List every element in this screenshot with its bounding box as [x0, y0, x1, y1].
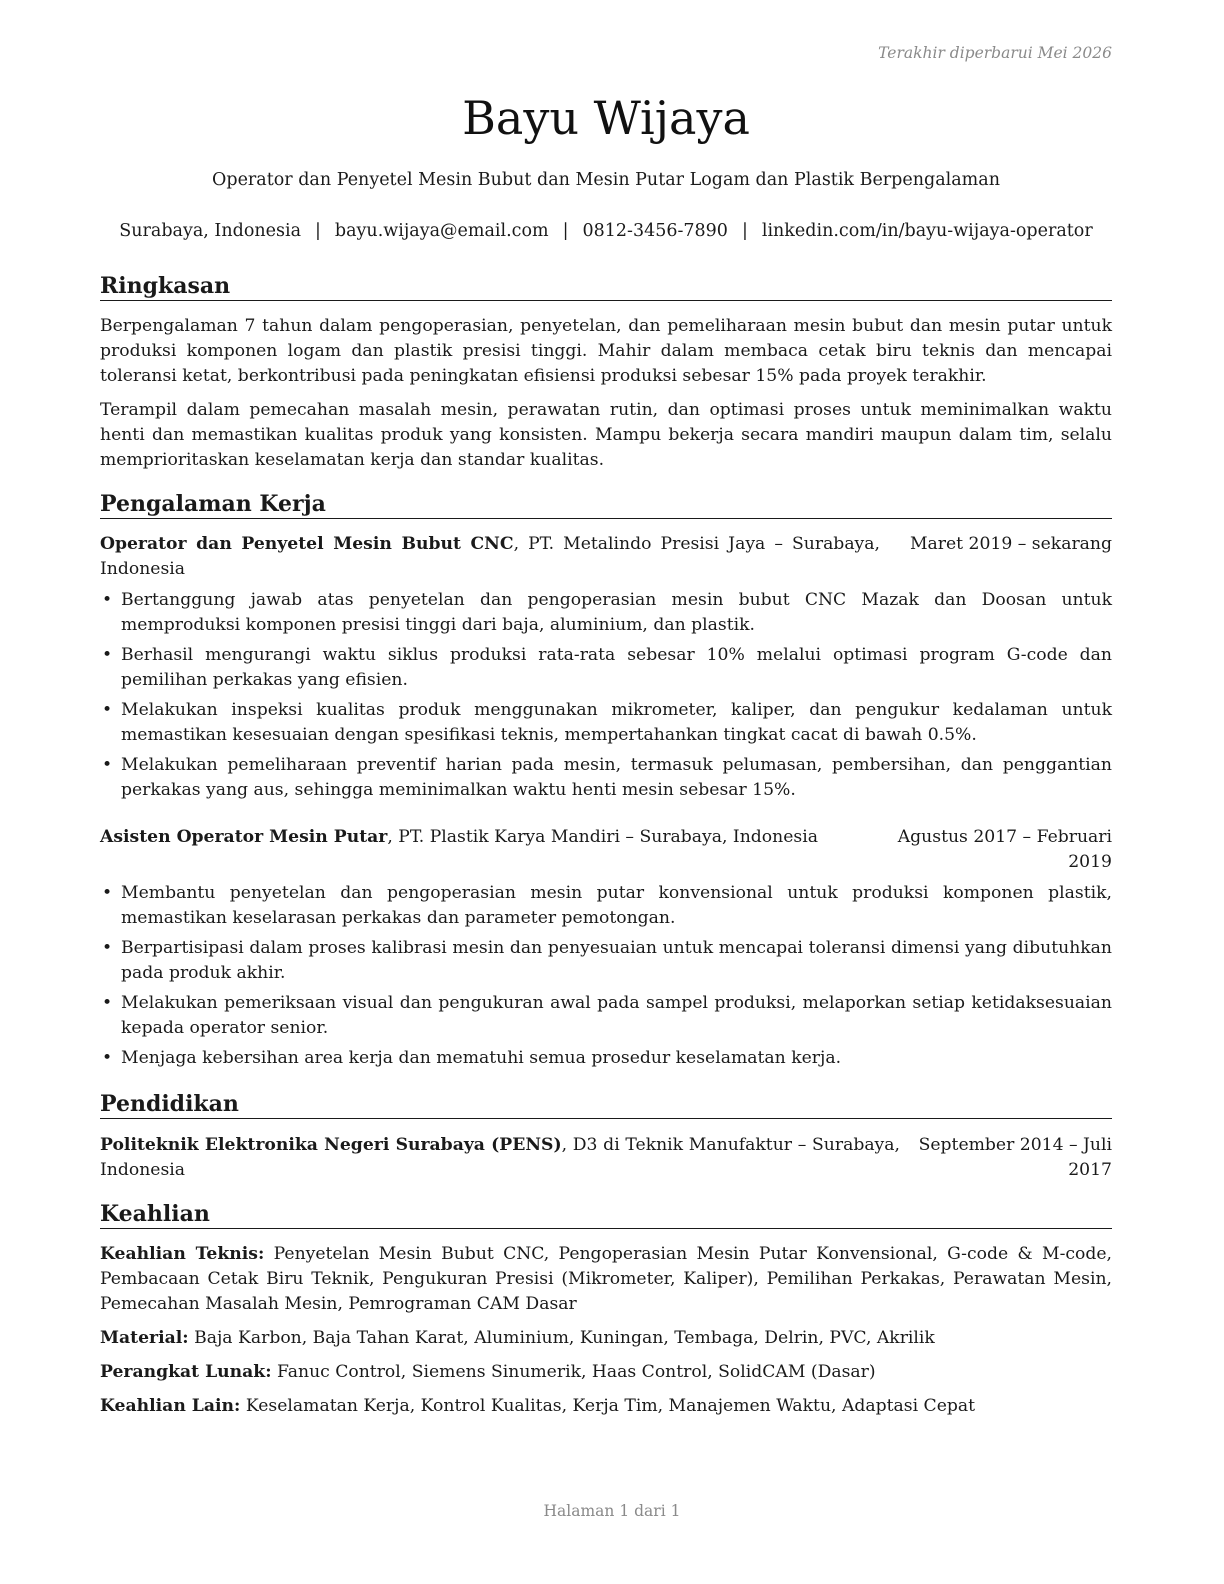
skill-row [100, 1394, 1112, 1419]
section-title-education: Pendidikan [100, 1090, 1112, 1119]
contact-email[interactable]: bayu.wijaya@email.com [334, 221, 549, 241]
job-date [898, 825, 1112, 875]
education-date-line: 2017 [1068, 1160, 1112, 1180]
summary-paragraph: Terampil dalam pemecahan masalah mesin, perawatan rutin, dan optimasi proses untuk meminimalkan waktu henti dan memastikan kualitas produk yang konsisten. Mampu bekerja secara mandiri maupun dalam tim, selalu memprioritaskan keselamatan kerja dan standar kualitas. [100, 400, 1112, 470]
skill-row [100, 1242, 1112, 1317]
skill-label: Keahlian Teknis: [100, 1244, 265, 1264]
job-header [100, 532, 1112, 582]
job-role: Operator dan Penyetel Mesin Bubut CNC [100, 534, 514, 554]
contact-separator: | [315, 221, 321, 241]
contact-location: Surabaya, Indonesia [119, 221, 301, 241]
list-item: • Berpartisipasi dalam proses kalibrasi mesin dan penyesuaian untuk mencapai toleransi dimensi yang dibutuhkan pada produk akhir. [100, 936, 1112, 986]
skill-label: Perangkat Lunak: [100, 1362, 272, 1382]
skill-value: Keselamatan Kerja, Kontrol Kualitas, Kerja Tim, Manajemen Waktu, Adaptasi Cepat [240, 1396, 976, 1416]
section-title-skills: Keahlian [100, 1200, 1112, 1229]
job-header [100, 825, 1112, 872]
education-date-line: September 2014 – Juli [918, 1135, 1112, 1155]
job-role: Asisten Operator Mesin Putar [100, 827, 388, 847]
contact-separator: | [741, 221, 748, 241]
candidate-name: Bayu Wijaya [462, 91, 750, 145]
page-number: Halaman 1 dari 1 [543, 1502, 681, 1520]
school-name: Politeknik Elektronika Negeri Surabaya (PENS) [100, 1135, 562, 1155]
last-updated-note: Terakhir diperbarui Mei 2026 [878, 44, 1112, 62]
skill-value: Penyetelan Mesin Bubut CNC, Pengoperasian Mesin Putar Konvensional, G-code & M-code, Pembacaan Cetak Biru Teknik, Pengukuran Presisi (Mikrometer, Kaliper), Pemilihan Perkakas, Perawatan Mesin, Pemecahan Masalah Mesin, Pemrograman CAM Dasar [100, 1244, 1112, 1314]
list-item: • Melakukan inspeksi kualitas produk menggunakan mikrometer, kaliper, dan pengukur kedalaman untuk memastikan kesesuaian dengan spesifikasi teknis, mempertahankan tingkat cacat di bawah 0.5%. [100, 698, 1112, 748]
job-bullets [100, 881, 1112, 1076]
skill-label: Keahlian Lain: [100, 1396, 241, 1416]
job-company: , PT. Plastik Karya Mandiri – Surabaya, Indonesia [387, 827, 818, 847]
job-company: , PT. Metalindo Presisi Jaya – Surabaya, Indonesia [100, 534, 880, 579]
skill-value: Baja Karbon, Baja Tahan Karat, Aluminium, Kuningan, Tembaga, Delrin, PVC, Akrilik [188, 1328, 935, 1348]
list-item: • Berhasil mengurangi waktu siklus produksi rata-rata sebesar 10% melalui optimasi program G-code dan pemilihan perkakas yang efisien. [100, 643, 1112, 693]
skill-row [100, 1360, 1112, 1385]
list-item: • Bertanggung jawab atas penyetelan dan pengoperasian mesin bubut CNC Mazak dan Doosan untuk memproduksi komponen presisi tinggi dari baja, aluminium, dan plastik. [100, 588, 1112, 638]
list-item: • Membantu penyetelan dan pengoperasian mesin putar konvensional untuk produksi komponen plastik, memastikan keselarasan perkakas dan parameter pemotongan. [100, 881, 1112, 931]
job-date-line: 2019 [1068, 852, 1112, 872]
education-entry [100, 1133, 1112, 1183]
list-item: • Menjaga kebersihan area kerja dan mematuhi semua prosedur keselamatan kerja. [100, 1046, 1112, 1071]
contact-separator: | [562, 221, 569, 241]
candidate-tagline: Operator dan Penyetel Mesin Bubut dan Mesin Putar Logam dan Plastik Berpengalaman [212, 170, 1000, 190]
list-item: • Melakukan pemeriksaan visual dan pengukuran awal pada sampel produksi, melaporkan setiap ketidaksesuaian kepada operator senior. [100, 991, 1112, 1041]
skill-row [100, 1326, 1112, 1351]
skill-label: Material: [100, 1328, 189, 1348]
skill-value: Fanuc Control, Siemens Sinumerik, Haas Control, SolidCAM (Dasar) [271, 1362, 876, 1382]
summary-paragraph: Berpengalaman 7 tahun dalam pengoperasian, penyetelan, dan pemeliharaan mesin bubut dan mesin putar untuk produksi komponen logam dan plastik presisi tinggi. Mahir dalam membaca cetak biru teknis dan mencapai toleransi ketat, berkontribusi pada peningkatan efisiensi produksi sebesar 15% pada proyek terakhir. [100, 316, 1112, 386]
section-title-experience: Pengalaman Kerja [100, 490, 1112, 519]
job-bullets [100, 588, 1112, 808]
education-date [919, 1133, 1112, 1183]
contact-line [82, 219, 1130, 243]
section-title-summary: Ringkasan [100, 272, 1112, 301]
education-detail: , D3 di Teknik Manufaktur – Surabaya, Indonesia [100, 1135, 900, 1180]
contact-phone: 0812-3456-7890 [582, 221, 728, 241]
job-date: Maret 2019 – sekarang [909, 534, 1112, 554]
list-item: • Melakukan pemeliharaan preventif harian pada mesin, termasuk pelumasan, pembersihan, dan penggantian perkakas yang aus, sehingga meminimalkan waktu henti mesin sebesar 15%. [100, 753, 1112, 803]
contact-linkedin[interactable]: linkedin.com/in/bayu-wijaya-operator [761, 221, 1093, 241]
job-date-line: Agustus 2017 – Februari [897, 827, 1112, 847]
